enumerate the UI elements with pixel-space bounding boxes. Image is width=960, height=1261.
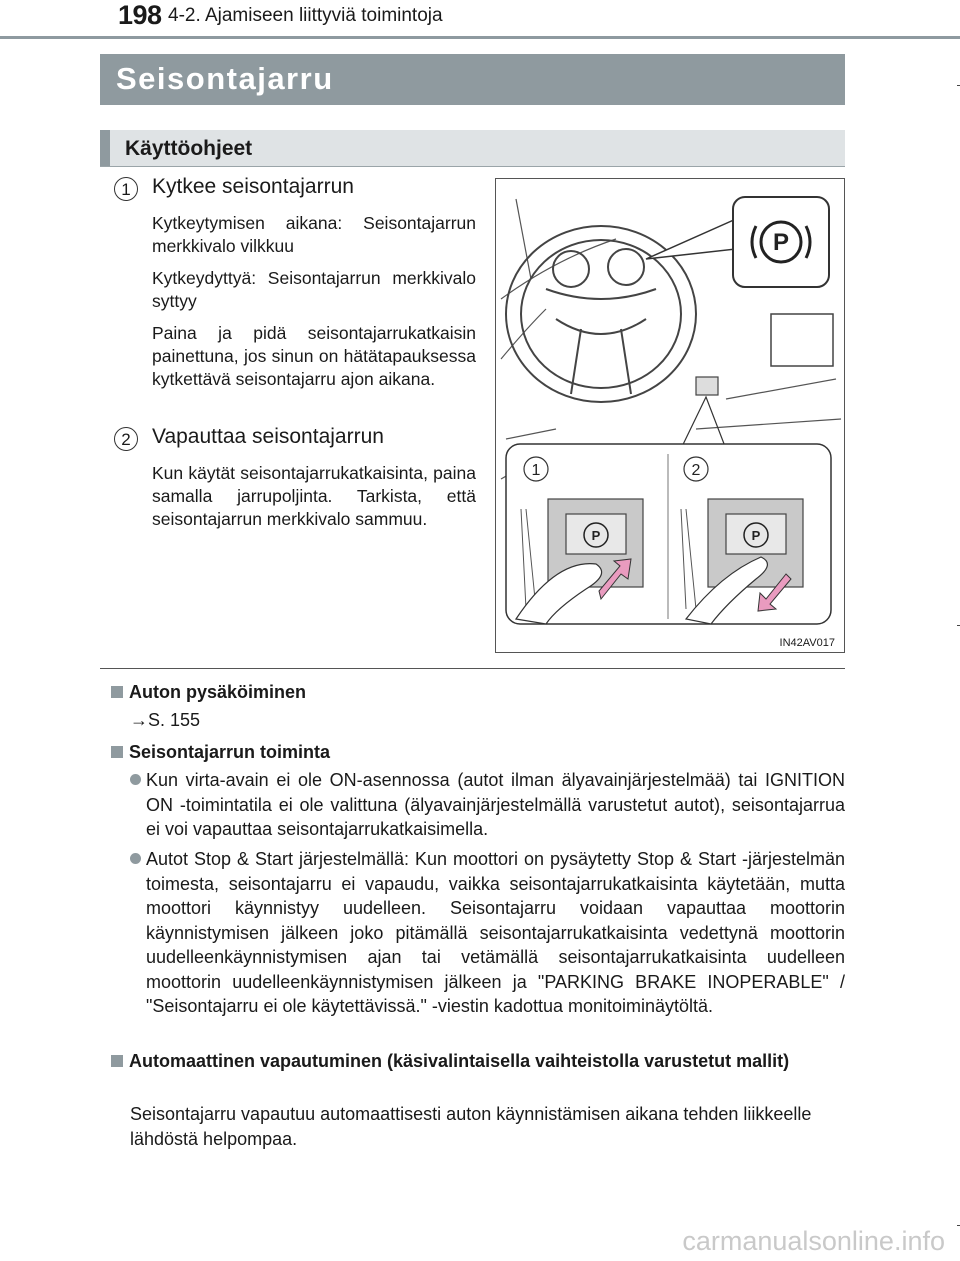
item-1-paragraph: Kytkeydyttyä: Seisontajarrun merkkivalo syttyy xyxy=(152,268,476,311)
detail-callout-1: 1 xyxy=(531,462,541,479)
operation-bullet-1: Kun virta-avain ei ole ON-asennossa (autot ilman älyavainjärjestelmää) tai IGNITION ON -toimintatila ei ole valittuna (älyavainjärjestelmällä varustetut autot), seisontajarrua ei voi vapauttaa seisontajarrukatkaisimella. xyxy=(130,768,845,842)
operation-bullet-2: Autot Stop & Start järjestelmällä: Kun moottori on pysäytetty Stop & Start -järjestelmän toimesta, seisontajarru ei vapaudu, vaikka seisontajarrukatkaisinta käytetään, mutta moottori käynnistyy uudelleen. Seisontajarru voidaan vapauttaa moottorin käynnistymisen jälkeen joko pitämällä seisontajarrukatkaisinta vedettynä moottorin uudelleenkäynnistymisen ajan tai vetämällä seisontajarrukatkaisinta uudelleen moottorin uudelleenkäynnistymisen jälkeen ja "PARKING BRAKE INOPERABLE" / "Seisontajarru ei ole käytettävissä." -viestin kadottua monitoiminäytöltä. xyxy=(130,847,845,1019)
parking-brake-illustration xyxy=(495,178,845,653)
item-heading-2: Vapauttaa seisontajarrun xyxy=(152,425,384,448)
item-2-paragraph: Kun käytät seisontajarrukatkaisinta, paina samalla jarrupoljinta. Tarkista, että seisontajarrun merkkivalo sammuu. xyxy=(152,463,476,529)
note-heading-operation: Seisontajarrun toiminta xyxy=(111,742,330,763)
item-body-1 xyxy=(152,212,476,400)
item-number-1: 1 xyxy=(114,177,138,201)
square-bullet-icon xyxy=(111,686,123,698)
square-bullet-icon xyxy=(111,746,123,758)
item-body-2 xyxy=(152,462,476,540)
watermark: carmanualsonline.info xyxy=(682,1226,945,1256)
section-divider xyxy=(100,668,845,669)
detail-1-symbol: P xyxy=(591,528,601,543)
square-bullet-icon xyxy=(111,1055,123,1067)
parking-symbol-letter: P xyxy=(772,229,790,256)
detail-callout-2: 2 xyxy=(691,462,701,479)
page-number: 198 xyxy=(118,0,162,30)
section-title: Käyttöohjeet xyxy=(125,137,253,160)
item-number-2: 2 xyxy=(114,427,138,451)
illustration-svg xyxy=(496,179,844,652)
note-heading-parking: Auton pysäköiminen xyxy=(111,682,306,703)
running-header: 4-2. Ajamiseen liittyviä toimintoja xyxy=(168,5,443,26)
figure-code: IN42AV017 xyxy=(779,637,835,649)
round-bullet-icon xyxy=(130,774,141,785)
item-heading-1: Kytkee seisontajarrun xyxy=(152,175,354,198)
item-1-paragraph: Paina ja pidä seisontajarrukatkaisin painettuna, jos sinun on hätätapauksessa kytkettävä seisontajarru ajon aikana. xyxy=(152,323,476,389)
title-bar xyxy=(100,54,845,105)
section-bar xyxy=(100,130,845,167)
page-title: Seisontajarru xyxy=(116,61,334,96)
header-rule xyxy=(0,36,960,39)
round-bullet-icon xyxy=(130,853,141,864)
auto-release-body: Seisontajarru vapautuu automaattisesti auton käynnistämisen aikana tehden liikkeelle lähdöstä helpompaa. xyxy=(130,1104,812,1149)
detail-2-symbol: P xyxy=(751,528,761,543)
section-accent xyxy=(100,130,110,166)
item-1-paragraph: Kytkeytymisen aikana: Seisontajarrun merkkivalo vilkkuu xyxy=(152,213,476,256)
note-reference: →S. 155 xyxy=(130,710,201,730)
note-heading-auto-release: Automaattinen vapautuminen (käsivalintaisella vaihteistolla varustetut mallit) xyxy=(111,1049,845,1074)
